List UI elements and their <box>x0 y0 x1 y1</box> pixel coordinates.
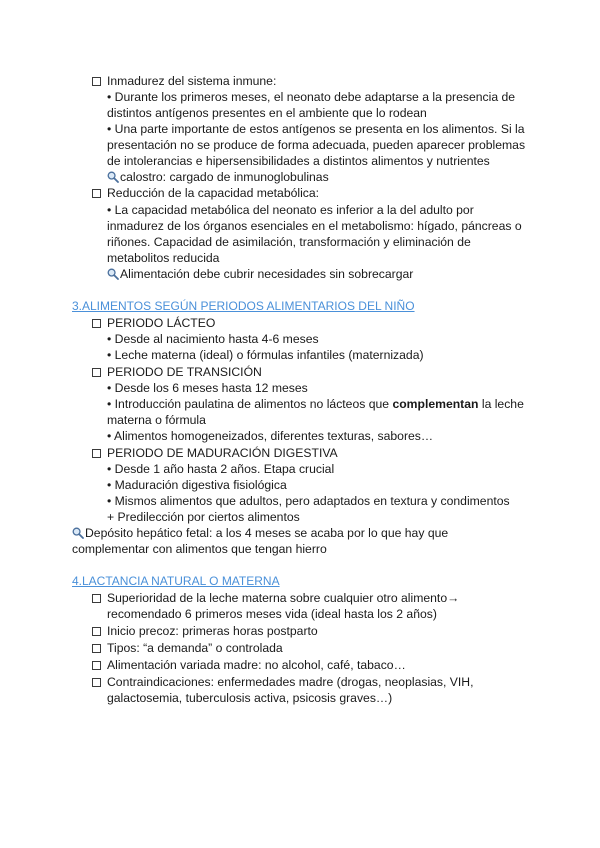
period-lacteo-title: PERIODO LÁCTEO <box>107 316 216 330</box>
hepatic-note-cont: complementar con alimentos que tengan hierro <box>72 542 327 556</box>
immune-line-1: • Durante los primeros meses, el neonato debe adaptarse a la presencia de <box>107 90 516 104</box>
metabolic-note <box>107 266 413 282</box>
bullet-2-post: la leche <box>478 397 524 411</box>
period-transicion-bullet-1: • Desde los 6 meses hasta 12 meses <box>107 381 308 395</box>
period-maduracion-title: PERIODO DE MADURACIÓN DIGESTIVA <box>107 446 338 460</box>
period-transicion <box>92 364 262 380</box>
metabolic-note-text: Alimentación debe cubrir necesidades sin sobrecargar <box>120 267 414 281</box>
period-transicion-bullet-2-cont: materna o fórmula <box>107 413 206 427</box>
period-lacteo-bullet-1: • Desde al nacimiento hasta 4-6 meses <box>107 332 319 346</box>
period-transicion-bullet-3: • Alimentos homogeneizados, diferentes texturas, sabores… <box>107 429 434 443</box>
immune-item <box>92 73 276 89</box>
checkbox-icon <box>92 627 101 636</box>
lactancia-item-5 <box>92 674 474 690</box>
lactancia-item-4-text: Alimentación variada madre: no alcohol, café, tabaco… <box>107 658 406 672</box>
lactancia-item-5-text: Contraindicaciones: enfermedades madre (drogas, neoplasias, VIH, <box>107 675 474 689</box>
period-maduracion-bullet-1: • Desde 1 año hasta 2 años. Etapa crucial <box>107 462 335 476</box>
lactancia-item-3 <box>92 640 283 656</box>
hepatic-note-text: Depósito hepático fetal: a los 4 meses se acaba por lo que hay que <box>85 526 449 540</box>
bullet-2-bold: complementan <box>392 397 479 411</box>
section-4-heading[interactable]: 4.LACTANCIA NATURAL O MATERNA <box>72 574 280 588</box>
metabolic-item <box>92 185 319 201</box>
period-maduracion <box>92 445 338 461</box>
immune-line-2: distintos antígenos presentes en el ambiente que lo rodean <box>107 106 427 120</box>
metabolic-line-1: • La capacidad metabólica del neonato es inferior a la del adulto por <box>107 203 474 217</box>
immune-item-title: Inmadurez del sistema inmune: <box>107 74 277 88</box>
metabolic-line-3: riñones. Capacidad de asimilación, transformación y eliminación de <box>107 235 471 249</box>
immune-line-4: presentación no se produce de forma adecuada, pueden aparecer problemas <box>107 138 526 152</box>
bullet-2-pre: • Introducción paulatina de alimentos no lácteos que <box>107 397 393 411</box>
immune-line-3: • Una parte importante de estos antígenos se presenta en los alimentos. Si la <box>107 122 525 136</box>
immune-line-5: de intolerancias e hipersensibilidades a distintos alimentos y nutrientes <box>107 154 490 168</box>
hepatic-note <box>72 525 448 541</box>
checkbox-icon <box>92 449 101 458</box>
checkbox-icon <box>92 189 101 198</box>
lactancia-item-5-cont: galactosemia, tuberculosis activa, psicosis graves…) <box>107 691 393 705</box>
period-maduracion-bullet-2: • Maduración digestiva fisiológica <box>107 478 287 492</box>
lactancia-item-2 <box>92 623 318 639</box>
lactancia-item-1 <box>92 590 459 606</box>
checkbox-icon <box>92 678 101 687</box>
metabolic-line-4: metabolitos reducida <box>107 251 220 265</box>
immune-note-text: calostro: cargado de inmunoglobulinas <box>120 170 329 184</box>
lactancia-item-2-text: Inicio precoz: primeras horas postparto <box>107 624 318 638</box>
period-lacteo <box>92 315 215 331</box>
section-3-heading[interactable]: 3.ALIMENTOS SEGÚN PERIODOS ALIMENTARIOS DEL NIÑO <box>72 299 415 313</box>
metabolic-item-title: Reducción de la capacidad metabólica: <box>107 186 320 200</box>
checkbox-icon <box>92 368 101 377</box>
period-transicion-bullet-2 <box>107 396 524 412</box>
lactancia-item-1-cont: recomendado 6 primeros meses vida (ideal hasta los 2 años) <box>107 607 437 621</box>
checkbox-icon <box>92 661 101 670</box>
metabolic-line-2: inmadurez de los órganos esenciales en el metabolismo: hígado, páncreas o <box>107 219 522 233</box>
period-lacteo-bullet-2: • Leche materna (ideal) o fórmulas infantiles (maternizada) <box>107 348 424 362</box>
magnifying-glass-icon <box>72 527 84 539</box>
magnifying-glass-icon <box>107 268 119 280</box>
checkbox-icon <box>92 319 101 328</box>
lactancia-item-1-text: Superioridad de la leche materna sobre cualquier otro alimento→ <box>107 591 460 605</box>
lactancia-item-3-text: Tipos: “a demanda” o controlada <box>107 641 283 655</box>
magnifying-glass-icon <box>107 171 119 183</box>
immune-note <box>107 169 329 185</box>
period-maduracion-bullet-3: • Mismos alimentos que adultos, pero adaptados en textura y condimentos <box>107 494 510 508</box>
period-maduracion-bullet-4: + Predilección por ciertos alimentos <box>107 510 300 524</box>
lactancia-item-4 <box>92 657 406 673</box>
period-transicion-title: PERIODO DE TRANSICIÓN <box>107 365 262 379</box>
checkbox-icon <box>92 594 101 603</box>
checkbox-icon <box>92 77 101 86</box>
checkbox-icon <box>92 644 101 653</box>
